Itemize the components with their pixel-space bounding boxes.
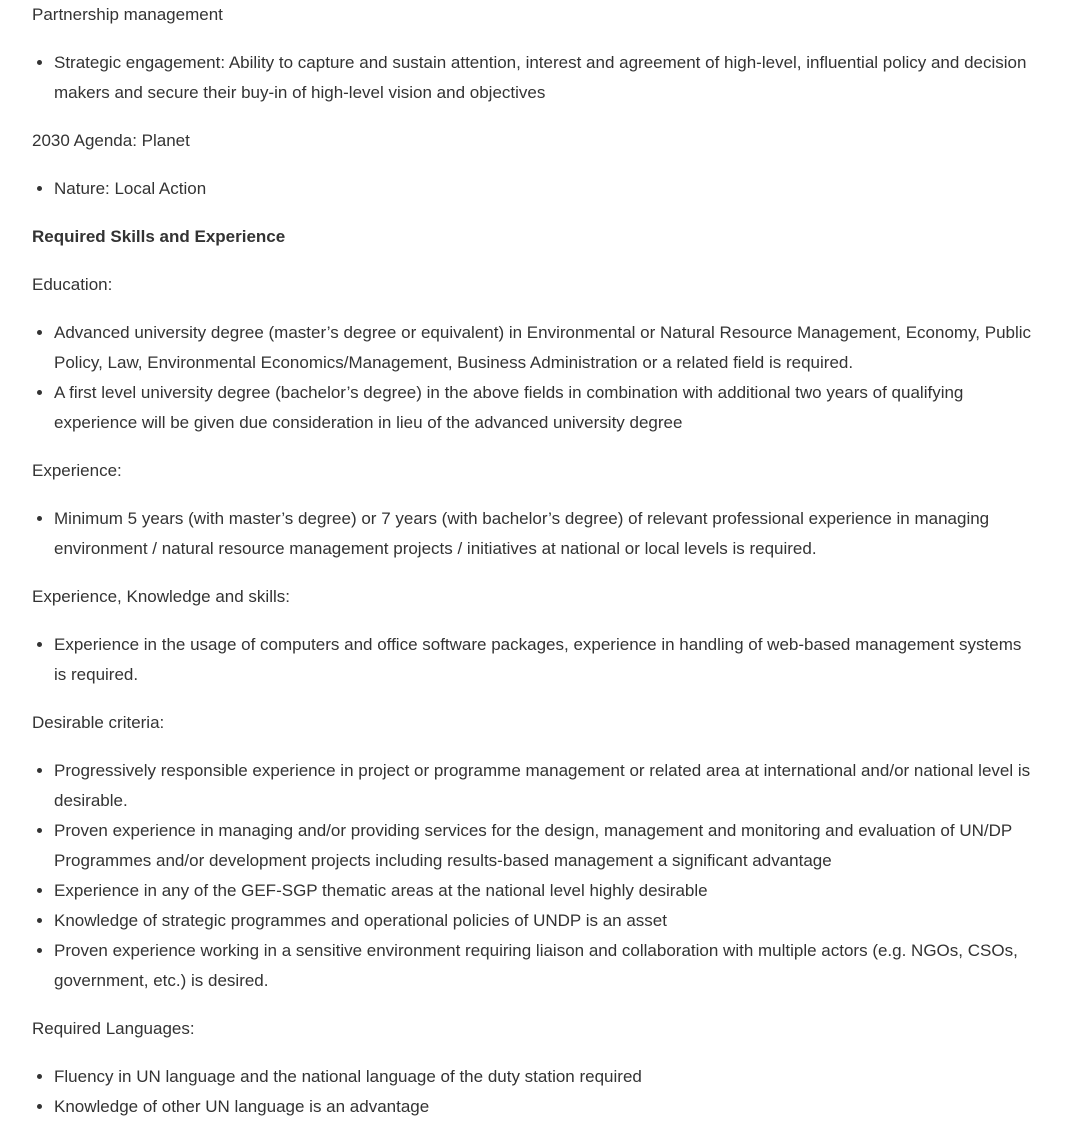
list-item: • Proven experience working in a sensitive environment requiring liaison and collaboration with multiple actors (e.g. NGOs, CSOs, government, etc.) is desired. [54,936,1035,996]
list-item: • Proven experience in managing and/or providing services for the design, management and monitoring and evaluation of UN/DP Programmes and/or development projects including results-based management a significant advantage [54,816,1035,876]
paragraph-desirable-criteria-label: Desirable criteria: [32,713,165,732]
paragraph-2030-agenda: 2030 Agenda: Planet [32,131,190,150]
list-item: • A first level university degree (bachelor’s degree) in the above fields in combination with additional two years of qualifying experience will be given due consideration in lieu of the advanced university degree [54,378,1035,438]
list-desirable-criteria [32,756,1035,996]
list-item: • Nature: Local Action [54,174,1035,204]
paragraph-partnership-management: Partnership management [32,5,223,24]
paragraph-experience-label: Experience: [32,461,122,480]
list-item: • Experience in the usage of computers and office software packages, experience in handling of web-based management systems is required. [54,630,1035,690]
list-experience [32,504,1035,564]
list-partnership-management [32,48,1035,108]
list-education [32,318,1035,438]
list-item: • Progressively responsible experience in project or programme management or related area at international and/or national level is desirable. [54,756,1035,816]
list-item: • Fluency in UN language and the national language of the duty station required [54,1062,1035,1092]
list-item: • Experience in any of the GEF-SGP thematic areas at the national level highly desirable [54,876,1035,906]
heading-required-skills-and-experience: Required Skills and Experience [32,227,286,246]
list-item: • Knowledge of other UN language is an advantage [54,1092,1035,1122]
list-required-languages [32,1062,1035,1122]
list-knowledge-skills [32,630,1035,690]
list-item: • Strategic engagement: Ability to capture and sustain attention, interest and agreement of high-level, influential policy and decision makers and secure their buy-in of high-level vision and objectives [54,48,1035,108]
paragraph-required-languages-label: Required Languages: [32,1019,195,1038]
paragraph-education-label: Education: [32,275,113,294]
list-item: • Advanced university degree (master’s degree or equivalent) in Environmental or Natural Resource Management, Economy, Public Policy, Law, Environmental Economics/Management, Business Administration or a related field is required. [54,318,1035,378]
list-item: • Minimum 5 years (with master’s degree) or 7 years (with bachelor’s degree) of relevant professional experience in managing environment / natural resource management projects / initiatives at national or local levels is required. [54,504,1035,564]
list-item: • Knowledge of strategic programmes and operational policies of UNDP is an asset [54,906,1035,936]
list-2030-agenda [32,174,1035,204]
paragraph-knowledge-skills-label: Experience, Knowledge and skills: [32,587,290,606]
